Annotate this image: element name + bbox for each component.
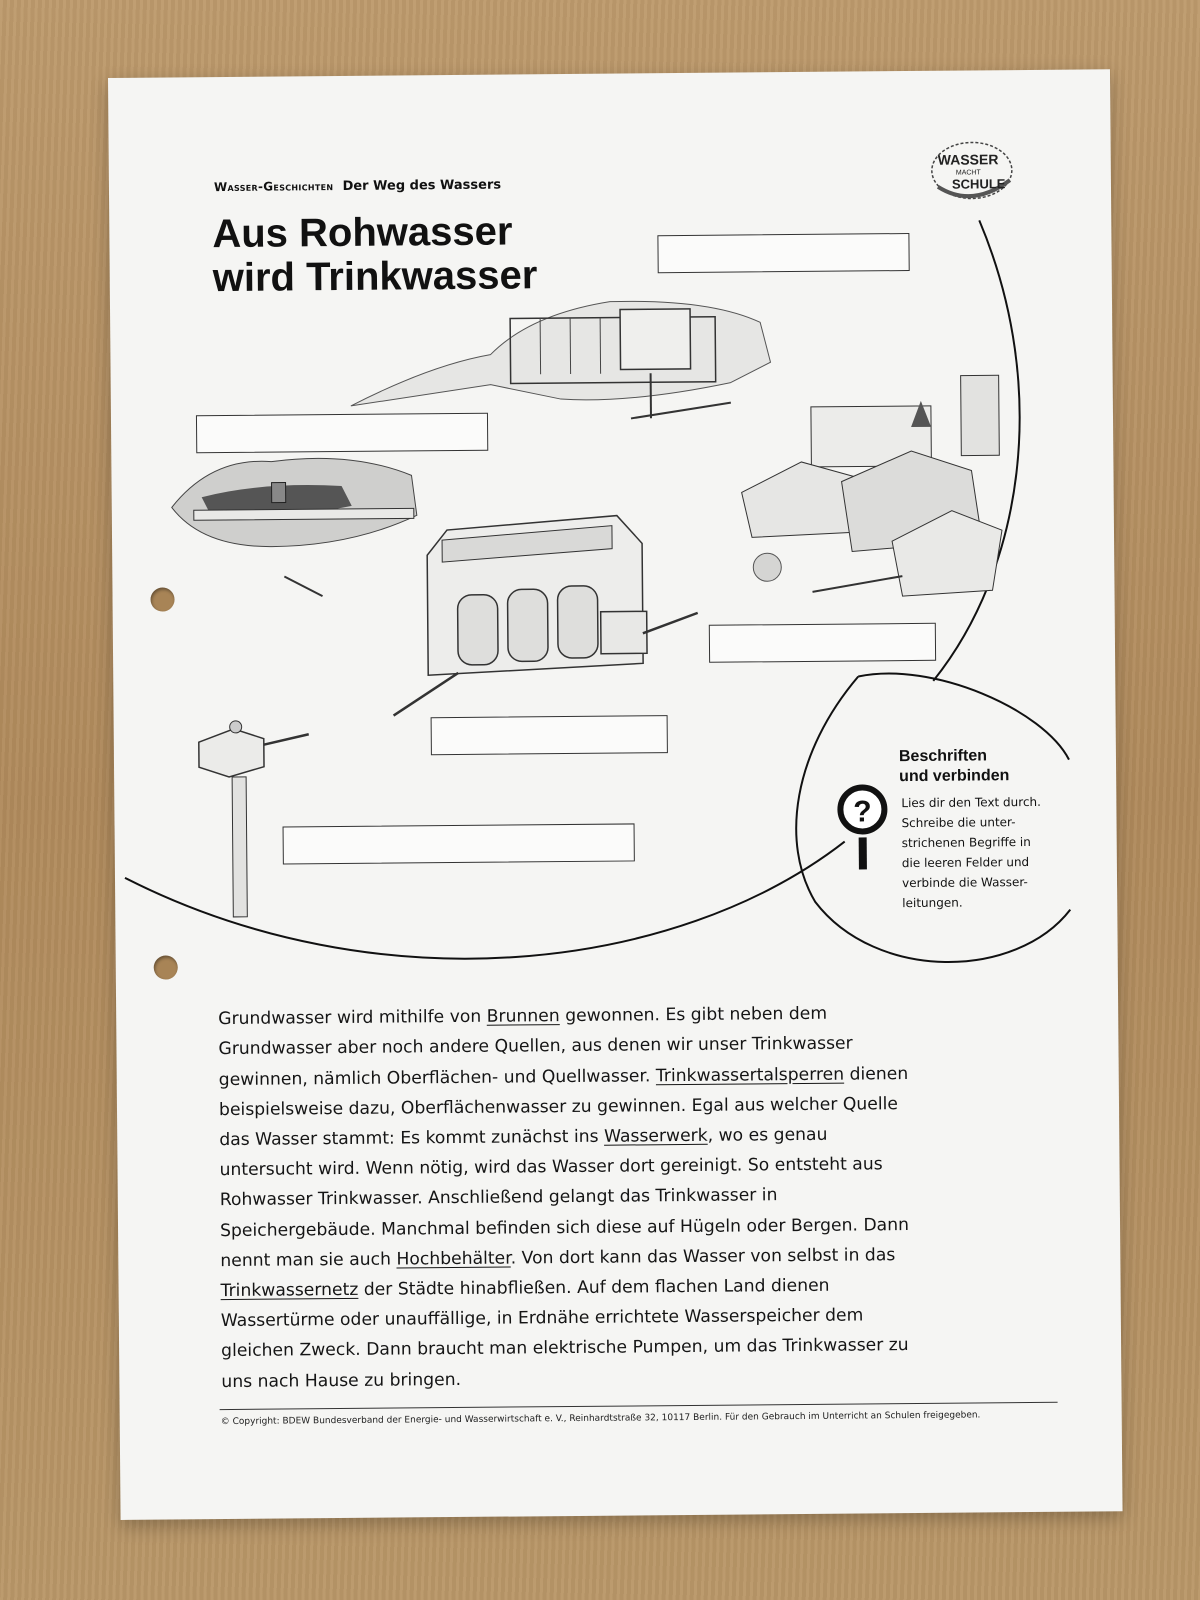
task-line: verbinde die Wasser- [901, 875, 1028, 891]
logo-text-1: WASSER [937, 151, 999, 168]
task-title-line-2: und verbinden [899, 767, 1010, 786]
term-trinkwassernetz: Trinkwassernetz [220, 1279, 359, 1302]
label-field-waterworks[interactable] [431, 715, 668, 755]
copyright-notice: © Copyright: BDEW Bundesverband der Energie- und Wasserwirtschaft e. V., Reinhardtstraße 32, 10117 Berlin. Für den Gebrauch im Unterricht an Schulen freigegeben. [220, 1410, 981, 1428]
label-field-reservoir[interactable] [657, 233, 909, 273]
elevated-reservoir-drawing [350, 300, 771, 421]
body-text: dienen beispielsweise dazu, Oberflächenwasser zu gewinnen. Egal aus welcher Quelle das Wasser stammt: Es kommt zunächst ins [218, 1063, 909, 1151]
logo-text-3: SCHULE [951, 176, 1006, 192]
label-field-dam[interactable] [196, 413, 488, 454]
town-drawing [741, 375, 1003, 597]
svg-text:?: ? [853, 795, 872, 829]
task-title [899, 746, 1079, 788]
body-paragraph [218, 998, 911, 1397]
task-line: strichenen Begriffe in [901, 834, 1031, 851]
task-instructions [901, 792, 1072, 913]
logo-text-2: MACHT [955, 169, 981, 177]
series-name: Wasser-Geschichten [213, 179, 334, 195]
body-text: gewonnen. Es gibt neben dem Grundwasser aber noch andere Quellen, aus denen wir unser Trinkwasser gewinnen, nämlich Oberflächen- und Quellwasser. [218, 1003, 853, 1090]
label-field-network[interactable] [709, 623, 936, 663]
term-wasserwerk: Wasserwerk [603, 1125, 708, 1147]
waterworks-drawing [392, 515, 699, 716]
body-text: , wo es genau untersucht wird. Wenn nötig, wird das Wasser dort gereinigt. So entsteht aus Rohwasser Trinkwasser. Anschließend gelangt das Trinkwasser in Speichergebäude. Manchmal befinden sich diese auf Hügeln oder Bergen. Dann nennt man sie auch [219, 1124, 910, 1271]
reservoir-dam-drawing [171, 457, 417, 597]
well-drawing [199, 720, 311, 917]
title-line-1: Aus Rohwasser [212, 209, 513, 257]
chapter-name: Der Weg des Wassers [342, 177, 502, 194]
task-line: leitungen. [902, 895, 963, 911]
task-line: Schreibe die unter- [901, 815, 1016, 831]
worksheet-page [108, 69, 1123, 1520]
task-title-line-1: Beschriften [898, 747, 988, 766]
body-text: Grundwasser wird mithilfe von [218, 1006, 487, 1030]
body-text: der Städte hinabfließen. Auf dem flachen Land dienen Wassertürme oder unauffällige, in Erdnähe errichtete Wasserspeicher dem gleichen Zweck. Dann braucht man elektrische Pumpen, um das Trinkwasser zu uns nach Hause zu bringen. [220, 1275, 909, 1392]
task-line: Lies dir den Text durch. [901, 794, 1042, 811]
task-line: die leeren Felder und [901, 854, 1030, 871]
term-hochbehaelter: Hochbehälter [396, 1248, 511, 1270]
question-magnifier-icon [832, 781, 893, 872]
body-text: . Von dort kann das Wasser von selbst in das [510, 1244, 896, 1269]
label-field-well[interactable] [283, 823, 635, 864]
term-trinkwassertalsperren: Trinkwassertalsperren [655, 1064, 845, 1086]
title-line-2: wird Trinkwasser [212, 253, 538, 301]
term-brunnen: Brunnen [486, 1006, 560, 1027]
